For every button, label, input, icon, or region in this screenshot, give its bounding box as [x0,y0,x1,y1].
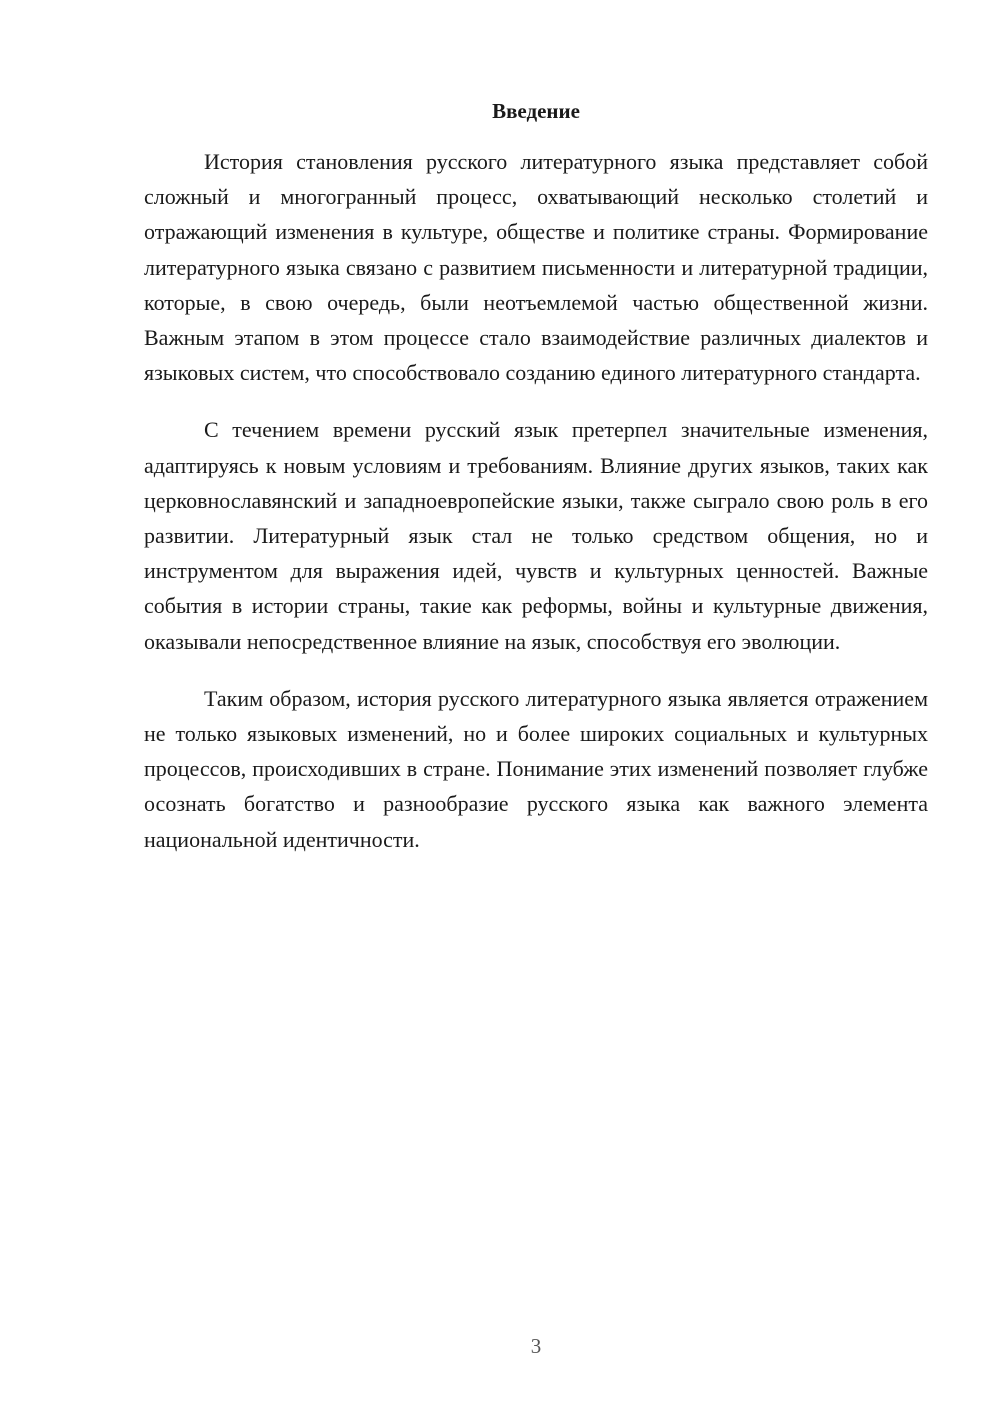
section-heading: Введение [492,99,580,123]
paragraph-1: История становления русского литературного языка представляет собой сложный и многогранный процесс, охватывающий несколько столетий и отражающий изменения в культуре, обществе и политике страны. Формирование литературного языка связано с развитием письменности и литературной традиции, которые, в свою очередь, были неотъемлемой частью общественной жизни. Важным этапом в этом процессе стало взаимодействие различных диалектов и языковых систем, что способствовало созданию единого литературного стандарта. [144,149,928,386]
paragraph-2: С течением времени русский язык претерпел значительные изменения, адаптируясь к новым условиям и требованиям. Влияние других языков, таких как церковнославянский и западноевропейские языки, также сыграло свою роль в его развитии. Литературный язык стал не только средством общения, но и инструментом для выражения идей, чувств и культурных ценностей. Важные события в истории страны, такие как реформы, войны и культурные движения, оказывали непосредственное влияние на язык, способствуя его эволюции. [144,417,928,654]
page-number: 3 [530,1334,542,1358]
body-text [144,144,928,857]
paragraph-3: Таким образом, история русского литературного языка является отражением не только языковых изменений, но и более широких социальных и культурных процессов, происходивших в стране. Понимание этих изменений позволяет глубже осознать богатство и разнообразие русского языка как важного элемента национальной идентичности. [144,685,928,852]
